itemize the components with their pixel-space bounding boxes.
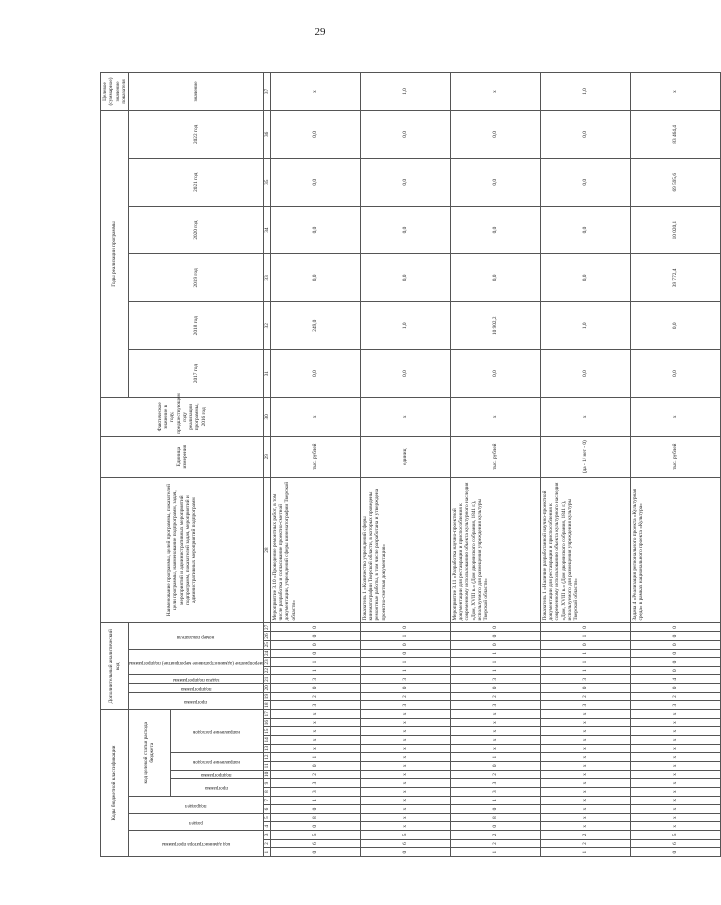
code-cell: 1 xyxy=(270,666,360,675)
column-number: 24 xyxy=(263,650,270,656)
code-cell: x xyxy=(450,744,540,753)
program-code-header: программа xyxy=(170,779,263,796)
code-cell: 1 xyxy=(270,753,360,762)
year-value: 1,0 xyxy=(540,302,630,350)
code-cell: x xyxy=(360,770,450,779)
code-cell: 1 xyxy=(360,632,450,641)
code-cell: x xyxy=(360,779,450,788)
column-number: 17 xyxy=(263,711,270,717)
code-cell: x xyxy=(270,718,360,727)
code-cell: x xyxy=(360,718,450,727)
year-value: 0,0 xyxy=(270,110,360,158)
actual-column-header: Фактическое значение в году, предшествующем году реализации программы, 2016 год xyxy=(101,397,264,436)
code-cell: x xyxy=(360,736,450,745)
year-value: 249,0 xyxy=(270,302,360,350)
column-number: 30 xyxy=(263,397,270,436)
year-value: 0,0 xyxy=(270,206,360,254)
event-col-header: мероприятие (административное мероприятие) подпрограммы xyxy=(129,649,264,675)
code-cell: x xyxy=(540,805,630,814)
year-value: 0,0 xyxy=(450,158,540,206)
code-cell: 0 xyxy=(630,684,720,693)
row-name: Задача 4 «Реализация регионального проекта «Культурная среда» в рамках национального проекта «Культура» xyxy=(630,477,720,623)
target-article-header: код целевой статьи расхода бюджета xyxy=(129,710,171,797)
code-cell: 0 xyxy=(540,623,630,632)
code-cell: 3 xyxy=(450,675,540,684)
code-cell: 2 xyxy=(360,692,450,701)
code-cell: 3 xyxy=(540,675,630,684)
code-cell: 2 xyxy=(270,770,360,779)
code-cell: 3 xyxy=(540,701,630,710)
code-cell: x xyxy=(360,710,450,719)
code-cell: x xyxy=(540,813,630,822)
table-row xyxy=(630,73,720,857)
year-value: 0,0 xyxy=(540,206,630,254)
year-2021-header: 2021 год xyxy=(129,158,264,206)
code-cell: 0 xyxy=(450,822,540,831)
code-cell: 6 xyxy=(360,839,450,848)
code-cell: 0 xyxy=(360,848,450,857)
column-number: 25 xyxy=(263,642,270,648)
column-number: 35 xyxy=(263,158,270,206)
year-value: 0,0 xyxy=(360,254,450,302)
code-cell: 6 xyxy=(630,839,720,848)
code-cell: 0 xyxy=(630,640,720,649)
target-value-header: Целевое (суммарное) значение показателя xyxy=(101,73,129,111)
column-number: 23 xyxy=(263,659,270,665)
code-cell: 0 xyxy=(270,805,360,814)
row-unit: тыс. рублей xyxy=(270,436,360,477)
code-cell: x xyxy=(630,710,720,719)
code-cell: x xyxy=(630,736,720,745)
code-cell: 0 xyxy=(270,684,360,693)
year-value: 0,0 xyxy=(360,206,450,254)
extra-classifier-header: Дополнительный аналитический код xyxy=(101,623,129,710)
column-number: 11 xyxy=(263,763,270,769)
row-name: Мероприятие 3.10 «Проведение ремонтных работ, в том числе разработка и согласование проектно-сметной документации, учреждений сферы кинематографии Тверской области» xyxy=(270,477,360,623)
column-number: 2 xyxy=(263,839,270,848)
column-number: 29 xyxy=(263,436,270,477)
row-actual: х xyxy=(360,397,450,436)
code-cell: 0 xyxy=(360,640,450,649)
year-value: 0,0 xyxy=(540,254,630,302)
column-number: 36 xyxy=(263,110,270,158)
column-number: 31 xyxy=(263,350,270,398)
code-cell: 0 xyxy=(630,632,720,641)
code-cell: 3 xyxy=(450,787,540,796)
code-cell: x xyxy=(360,753,450,762)
year-value: 0,0 xyxy=(630,350,720,398)
code-cell: 2 xyxy=(450,839,540,848)
code-cell: x xyxy=(360,805,450,814)
code-cell: 6 xyxy=(270,839,360,848)
code-cell: x xyxy=(630,796,720,805)
code-cell: x xyxy=(360,744,450,753)
row-unit: тыс. рублей xyxy=(630,436,720,477)
code-cell: x xyxy=(540,796,630,805)
code-cell: 1 xyxy=(450,649,540,658)
year-value: 0,0 xyxy=(360,350,450,398)
column-number: 4 xyxy=(263,822,270,831)
column-number: 34 xyxy=(263,206,270,254)
code-cell: 0 xyxy=(450,761,540,770)
year-value: 0,0 xyxy=(270,158,360,206)
column-number: 26 xyxy=(263,633,270,639)
code-cell: 1 xyxy=(540,632,630,641)
year-value: 0,0 xyxy=(270,350,360,398)
subprogram-col-header: подпрограмма xyxy=(129,684,264,693)
column-number: 14 xyxy=(263,737,270,743)
code-cell: x xyxy=(540,736,630,745)
unit-column-header: Единица измерения xyxy=(101,436,264,477)
year-value: 0,0 xyxy=(360,110,450,158)
subprogram-code-header: подпрограмма xyxy=(170,770,263,779)
column-number: 22 xyxy=(263,667,270,674)
code-cell: x xyxy=(270,710,360,719)
code-cell: 1 xyxy=(450,848,540,857)
column-number: 18 xyxy=(263,702,270,708)
code-cell: 8 xyxy=(450,813,540,822)
code-cell: 1 xyxy=(540,658,630,667)
code-cell: x xyxy=(540,779,630,788)
code-cell: 0 xyxy=(270,649,360,658)
code-cell: x xyxy=(540,744,630,753)
code-cell: x xyxy=(450,736,540,745)
row-actual: х xyxy=(270,397,360,436)
code-cell: x xyxy=(540,710,630,719)
code-cell: 2 xyxy=(540,831,630,840)
code-cell: x xyxy=(630,770,720,779)
row-target: х xyxy=(630,73,720,111)
column-number: 16 xyxy=(263,719,270,726)
year-value: 10 902,2 xyxy=(450,302,540,350)
code-cell: x xyxy=(450,727,540,736)
code-cell: x xyxy=(630,727,720,736)
column-number: 27 xyxy=(263,624,270,631)
year-value: 0,0 xyxy=(540,350,630,398)
code-cell: 0 xyxy=(360,623,450,632)
table-row xyxy=(540,73,630,857)
admin-code-header: код администратора программы xyxy=(129,831,264,857)
row-target: х xyxy=(450,73,540,111)
code-cell: 2 xyxy=(450,831,540,840)
year-value: 69 595,6 xyxy=(630,158,720,206)
code-cell: 3 xyxy=(360,701,450,710)
code-cell: x xyxy=(540,787,630,796)
code-cell: 2 xyxy=(270,692,360,701)
code-cell: 1 xyxy=(540,666,630,675)
code-cell: 0 xyxy=(270,640,360,649)
code-cell: x xyxy=(450,710,540,719)
code-cell: 0 xyxy=(450,684,540,693)
row-actual: х xyxy=(450,397,540,436)
code-cell: 5 xyxy=(360,831,450,840)
year-value: 0,0 xyxy=(630,302,720,350)
column-number: 5 xyxy=(263,813,270,822)
code-cell: 1 xyxy=(540,848,630,857)
column-number: 9 xyxy=(263,779,270,788)
code-cell: x xyxy=(630,753,720,762)
year-2019-header: 2019 год xyxy=(129,254,264,302)
code-cell: 0 xyxy=(540,684,630,693)
row-target: 1,0 xyxy=(360,73,450,111)
budget-classification-header: Коды бюджетной классификации xyxy=(101,710,129,857)
column-number: 20 xyxy=(263,685,270,691)
code-cell: 0 xyxy=(450,623,540,632)
year-value: 83 464,4 xyxy=(630,110,720,158)
code-cell: 0 xyxy=(270,632,360,641)
column-number: 19 xyxy=(263,693,270,700)
code-cell: 3 xyxy=(270,675,360,684)
code-cell: x xyxy=(360,727,450,736)
code-cell: 1 xyxy=(360,658,450,667)
column-number: 13 xyxy=(263,745,270,752)
column-number: 8 xyxy=(263,787,270,796)
code-cell: 0 xyxy=(450,632,540,641)
year-value: 0,0 xyxy=(450,110,540,158)
code-cell: x xyxy=(360,822,450,831)
program-col-header: программа xyxy=(129,692,264,709)
code-cell: 1 xyxy=(360,666,450,675)
code-cell: x xyxy=(540,727,630,736)
row-unit: тыс. рублей xyxy=(450,436,540,477)
row-name: Показатель 1 «Наличие разработанной научно-проектной документации для реставрации и приспособления к современному использованию объекта культурного наследия «Дом, XVIII в.» (Дом дворянского собрания, 1841 г.), используемого для размещения учреждения культуры Тверской области» xyxy=(540,477,630,623)
code-cell: x xyxy=(270,727,360,736)
year-value: 0,0 xyxy=(450,254,540,302)
expense-direction-header: направление расходов xyxy=(170,753,263,770)
rotated-table-area xyxy=(100,72,679,857)
code-cell: 3 xyxy=(630,701,720,710)
code-cell: x xyxy=(630,813,720,822)
expense-direction-detail-header: направление расходов xyxy=(170,710,263,753)
year-value: 10 020,1 xyxy=(630,206,720,254)
code-cell: 0 xyxy=(450,640,540,649)
row-name: Мероприятие 3.11 «Разработка научно-проектной документации для реставрации и приспособления к современному использованию объекта культурного наследия «Дом, XVIII в.» (Дом дворянского собрания, 1841 г.), используемого для размещения учреждения культуры Тверской области» xyxy=(450,477,540,623)
row-actual: х xyxy=(630,397,720,436)
code-cell: 2 xyxy=(540,692,630,701)
code-cell: x xyxy=(540,753,630,762)
year-value: 1,0 xyxy=(360,302,450,350)
code-cell: 2 xyxy=(450,770,540,779)
code-cell: 3 xyxy=(270,701,360,710)
year-value: 0,0 xyxy=(540,110,630,158)
code-cell: x xyxy=(630,718,720,727)
code-cell: 1 xyxy=(270,796,360,805)
year-value: 0,0 xyxy=(450,350,540,398)
code-cell: x xyxy=(270,736,360,745)
code-cell: 1 xyxy=(540,649,630,658)
program-indicators-table xyxy=(100,72,721,857)
code-cell: 0 xyxy=(450,805,540,814)
code-cell: 5 xyxy=(630,831,720,840)
code-cell: 0 xyxy=(270,848,360,857)
code-cell: 0 xyxy=(630,848,720,857)
code-cell: 3 xyxy=(270,779,360,788)
code-cell: 0 xyxy=(630,658,720,667)
code-cell: 0 xyxy=(540,640,630,649)
code-cell: x xyxy=(270,744,360,753)
table-row xyxy=(360,73,450,857)
code-cell: x xyxy=(540,718,630,727)
code-cell: 5 xyxy=(270,831,360,840)
code-cell: x xyxy=(450,718,540,727)
column-number: 1 xyxy=(263,848,270,857)
code-cell: 0 xyxy=(270,623,360,632)
year-value: 0,0 xyxy=(360,158,450,206)
code-cell: 1 xyxy=(450,658,540,667)
code-cell: x xyxy=(540,770,630,779)
code-cell: 0 xyxy=(630,666,720,675)
subsection-header: подраздел xyxy=(129,796,264,813)
column-number: 3 xyxy=(263,831,270,840)
code-cell: 2 xyxy=(450,692,540,701)
code-cell: 1 xyxy=(270,658,360,667)
column-numbers-row xyxy=(263,73,270,857)
code-cell: x xyxy=(360,787,450,796)
table-row xyxy=(270,73,360,857)
section-header: раздел xyxy=(129,813,264,830)
year-value: 0,0 xyxy=(540,158,630,206)
code-cell: x xyxy=(630,744,720,753)
code-cell: 4 xyxy=(630,675,720,684)
code-cell: x xyxy=(630,822,720,831)
code-cell: 0 xyxy=(630,649,720,658)
column-number: 6 xyxy=(263,805,270,814)
code-cell: x xyxy=(360,796,450,805)
row-unit: единиц xyxy=(360,436,450,477)
code-cell: 0 xyxy=(630,623,720,632)
code-cell: 1 xyxy=(450,753,540,762)
row-target: х xyxy=(270,73,360,111)
code-cell: 3 xyxy=(360,675,450,684)
code-cell: 3 xyxy=(450,779,540,788)
column-number: 12 xyxy=(263,754,270,760)
code-cell: 0 xyxy=(360,684,450,693)
code-cell: 0 xyxy=(270,761,360,770)
code-cell: 1 xyxy=(450,666,540,675)
code-cell: x xyxy=(630,787,720,796)
year-2017-header: 2017 год xyxy=(129,350,264,398)
code-cell: x xyxy=(360,813,450,822)
column-number: 21 xyxy=(263,676,270,682)
task-col-header: задача подпрограммы xyxy=(129,675,264,684)
column-number: 33 xyxy=(263,254,270,302)
row-target: 1,0 xyxy=(540,73,630,111)
column-number: 32 xyxy=(263,302,270,350)
code-cell: x xyxy=(540,761,630,770)
code-cell: x xyxy=(540,822,630,831)
year-value: 39 772,4 xyxy=(630,254,720,302)
page-number: 29 xyxy=(314,26,326,38)
row-actual: х xyxy=(540,397,630,436)
code-cell: x xyxy=(630,805,720,814)
code-cell: 3 xyxy=(270,787,360,796)
years-group-header: Годы реализации программы xyxy=(101,110,129,397)
column-number: 28 xyxy=(263,477,270,623)
column-number: 15 xyxy=(263,728,270,734)
column-number: 37 xyxy=(263,73,270,111)
target-value-sub-header: значение xyxy=(129,73,264,111)
year-2022-header: 2022 год xyxy=(129,110,264,158)
year-2018-header: 2018 год xyxy=(129,302,264,350)
column-number: 7 xyxy=(263,796,270,805)
code-cell: 1 xyxy=(450,796,540,805)
row-name: Показатель 1 «Количество учреждений сферы кинематографии Тверской области, в которых проведены ремонтные работы, в том числе разработана и утверждена проектно-сметная документация» xyxy=(360,477,450,623)
table-row xyxy=(450,73,540,857)
code-cell: x xyxy=(630,761,720,770)
code-cell: 0 xyxy=(270,822,360,831)
code-cell: 0 xyxy=(360,649,450,658)
column-number: 10 xyxy=(263,771,270,778)
row-unit: (да - 1/ нет - 0) xyxy=(540,436,630,477)
year-value: 0,0 xyxy=(270,254,360,302)
name-column-header: Наименование программы, целей программы, показателей цели программы, наименование подпрограмм, задач, мероприятий и административных мероприятий подпрограмм, показателей задач, мероприятий и административных мероприятий подпрограмм xyxy=(101,477,264,623)
code-cell: 3 xyxy=(450,701,540,710)
code-cell: 8 xyxy=(270,813,360,822)
code-cell: 2 xyxy=(630,692,720,701)
code-cell: 2 xyxy=(540,839,630,848)
code-cell: x xyxy=(360,761,450,770)
year-value: 0,0 xyxy=(450,206,540,254)
year-2020-header: 2020 год xyxy=(129,206,264,254)
indicator-num-header: номер показателя xyxy=(129,623,264,649)
code-cell: x xyxy=(630,779,720,788)
